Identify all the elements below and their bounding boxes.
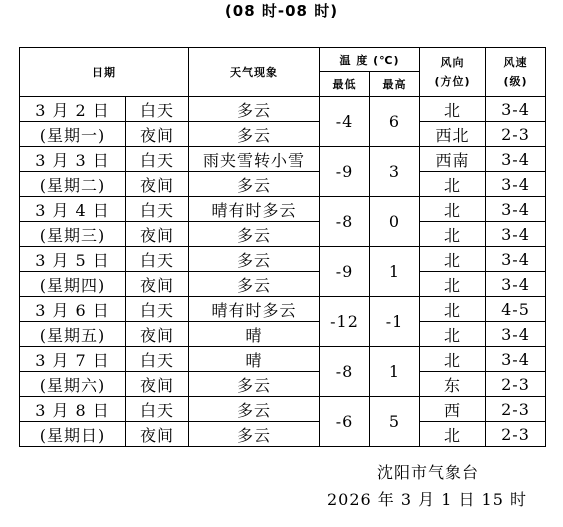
date-cell: 3 月 6 日 — [20, 297, 126, 322]
min-temperature: -8 — [320, 347, 370, 397]
nighttime-wind-speed: 3-4 — [486, 322, 546, 347]
issuer-name: 沈阳市气象台 — [376, 463, 479, 482]
nighttime-label: 夜间 — [126, 272, 189, 297]
nighttime-wind-direction: 北 — [420, 272, 486, 297]
daytime-label: 白天 — [126, 97, 189, 122]
weekday-cell: (星期三) — [20, 222, 126, 247]
header-wind-direction: 风向 (方位) — [420, 48, 486, 97]
header-wind-speed: 风速 (级) — [486, 48, 546, 97]
nighttime-weather: 多云 — [189, 372, 320, 397]
nighttime-wind-direction: 北 — [420, 322, 486, 347]
nighttime-weather: 多云 — [189, 122, 320, 147]
header-date: 日期 — [20, 48, 189, 97]
nighttime-label: 夜间 — [126, 122, 189, 147]
daytime-wind-speed: 3-4 — [486, 347, 546, 372]
daytime-wind-direction: 西 — [420, 397, 486, 422]
weekday-cell: (星期二) — [20, 172, 126, 197]
forecast-row-day — [20, 347, 546, 372]
nighttime-wind-speed: 3-4 — [486, 172, 546, 197]
header-min-temperature: 最低 — [320, 72, 370, 97]
date-cell: 3 月 4 日 — [20, 197, 126, 222]
nighttime-wind-speed: 2-3 — [486, 422, 546, 447]
daytime-wind-direction: 北 — [420, 347, 486, 372]
header-weather: 天气现象 — [189, 48, 320, 97]
daytime-wind-speed: 3-4 — [486, 197, 546, 222]
daytime-wind-speed: 3-4 — [486, 97, 546, 122]
max-temperature: 1 — [370, 347, 420, 397]
max-temperature: -1 — [370, 297, 420, 347]
daytime-wind-speed: 2-3 — [486, 397, 546, 422]
nighttime-weather: 晴 — [189, 322, 320, 347]
daytime-wind-direction: 北 — [420, 297, 486, 322]
max-temperature: 3 — [370, 147, 420, 197]
forecast-row-night — [20, 172, 546, 197]
nighttime-wind-direction: 北 — [420, 172, 486, 197]
max-temperature: 0 — [370, 197, 420, 247]
daytime-weather: 晴有时多云 — [189, 197, 320, 222]
date-cell: 3 月 8 日 — [20, 397, 126, 422]
daytime-weather: 雨夹雪转小雪 — [189, 147, 320, 172]
header-temperature: 温 度 (℃) — [320, 48, 420, 72]
nighttime-wind-speed: 3-4 — [486, 222, 546, 247]
daytime-label: 白天 — [126, 197, 189, 222]
nighttime-label: 夜间 — [126, 372, 189, 397]
nighttime-label: 夜间 — [126, 422, 189, 447]
issue-time: 2026 年 3 月 1 日 15 时 — [326, 490, 527, 509]
max-temperature: 1 — [370, 247, 420, 297]
weekday-cell: (星期四) — [20, 272, 126, 297]
forecast-row-day — [20, 97, 546, 122]
daytime-wind-direction: 西南 — [420, 147, 486, 172]
date-cell: 3 月 3 日 — [20, 147, 126, 172]
forecast-row-day — [20, 197, 546, 222]
forecast-period-subtitle: (08 时-08 时) — [224, 2, 339, 20]
daytime-label: 白天 — [126, 297, 189, 322]
forecast-row-day — [20, 247, 546, 272]
nighttime-label: 夜间 — [126, 322, 189, 347]
nighttime-wind-direction: 北 — [420, 422, 486, 447]
daytime-label: 白天 — [126, 247, 189, 272]
weather-forecast-table — [19, 47, 546, 447]
daytime-weather: 多云 — [189, 397, 320, 422]
nighttime-wind-speed: 2-3 — [486, 122, 546, 147]
min-temperature: -6 — [320, 397, 370, 447]
weekday-cell: (星期一) — [20, 122, 126, 147]
nighttime-label: 夜间 — [126, 222, 189, 247]
forecast-row-night — [20, 122, 546, 147]
nighttime-wind-speed: 2-3 — [486, 372, 546, 397]
daytime-weather: 晴有时多云 — [189, 297, 320, 322]
daytime-wind-speed: 3-4 — [486, 247, 546, 272]
max-temperature: 6 — [370, 97, 420, 147]
nighttime-weather: 多云 — [189, 172, 320, 197]
date-cell: 3 月 2 日 — [20, 97, 126, 122]
date-cell: 3 月 5 日 — [20, 247, 126, 272]
nighttime-wind-direction: 北 — [420, 222, 486, 247]
weekday-cell: (星期日) — [20, 422, 126, 447]
daytime-weather: 多云 — [189, 97, 320, 122]
daytime-wind-direction: 北 — [420, 197, 486, 222]
min-temperature: -12 — [320, 297, 370, 347]
nighttime-weather: 多云 — [189, 422, 320, 447]
nighttime-wind-direction: 西北 — [420, 122, 486, 147]
weekday-cell: (星期六) — [20, 372, 126, 397]
date-cell: 3 月 7 日 — [20, 347, 126, 372]
weekday-cell: (星期五) — [20, 322, 126, 347]
daytime-label: 白天 — [126, 347, 189, 372]
forecast-row-night — [20, 422, 546, 447]
nighttime-weather: 多云 — [189, 222, 320, 247]
daytime-wind-direction: 北 — [420, 247, 486, 272]
forecast-row-day — [20, 147, 546, 172]
min-temperature: -4 — [320, 97, 370, 147]
min-temperature: -9 — [320, 247, 370, 297]
forecast-row-night — [20, 272, 546, 297]
max-temperature: 5 — [370, 397, 420, 447]
daytime-wind-speed: 3-4 — [486, 147, 546, 172]
forecast-row-night — [20, 322, 546, 347]
forecast-row-day — [20, 297, 546, 322]
nighttime-wind-direction: 东 — [420, 372, 486, 397]
nighttime-wind-speed: 3-4 — [486, 272, 546, 297]
min-temperature: -8 — [320, 197, 370, 247]
header-max-temperature: 最高 — [370, 72, 420, 97]
forecast-body — [20, 97, 546, 447]
daytime-label: 白天 — [126, 147, 189, 172]
daytime-label: 白天 — [126, 397, 189, 422]
min-temperature: -9 — [320, 147, 370, 197]
forecast-row-day — [20, 397, 546, 422]
daytime-weather: 多云 — [189, 247, 320, 272]
daytime-weather: 晴 — [189, 347, 320, 372]
forecast-row-night — [20, 372, 546, 397]
daytime-wind-speed: 4-5 — [486, 297, 546, 322]
nighttime-weather: 多云 — [189, 272, 320, 297]
forecast-row-night — [20, 222, 546, 247]
daytime-wind-direction: 北 — [420, 97, 486, 122]
nighttime-label: 夜间 — [126, 172, 189, 197]
